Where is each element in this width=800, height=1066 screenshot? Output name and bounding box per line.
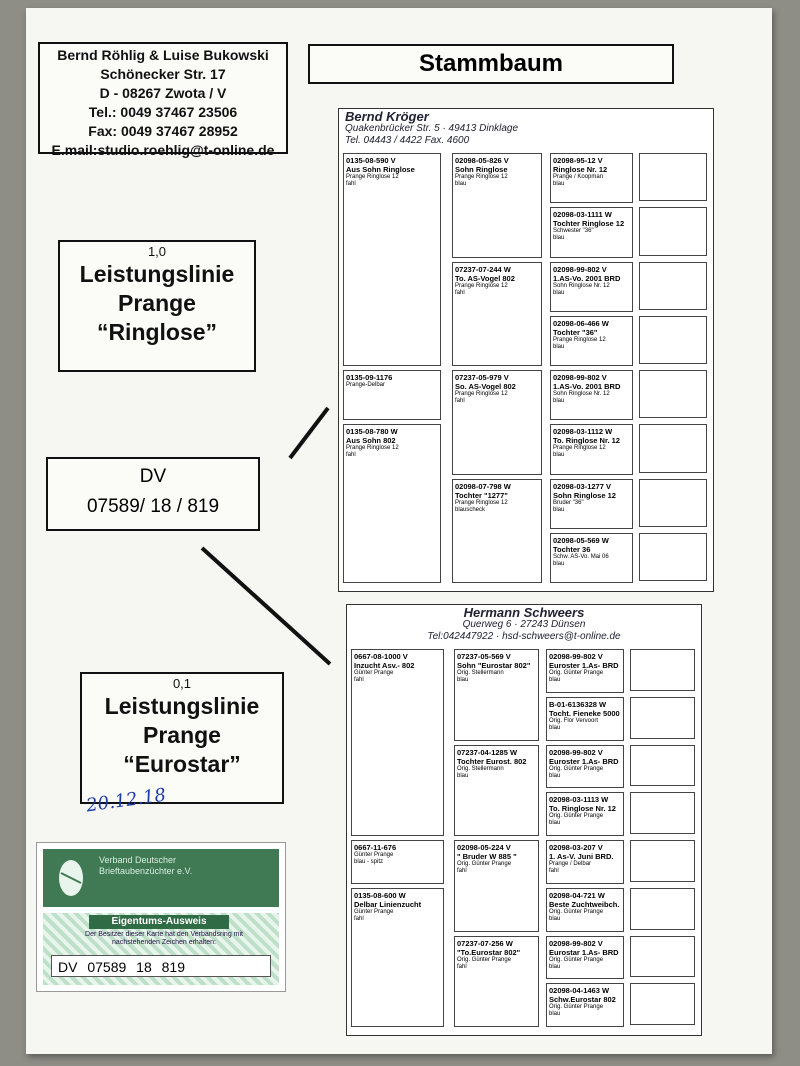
sire-ancestor-stub	[639, 479, 707, 527]
dam-pigeon-line: Günter Prange	[354, 908, 394, 915]
dam-pigeon-name: Inzucht Asv.- 802	[354, 661, 415, 670]
sire-pigeon-cell	[550, 316, 633, 366]
sire-ancestor-stub	[639, 262, 707, 310]
dam-pigeon-name: To. Ringlose Nr. 12	[549, 804, 616, 814]
dam-pigeon-line: Orig. Günter Prange	[457, 861, 512, 867]
sire-pigeon-ring: 02098-03-1111 W	[553, 210, 612, 220]
dam-pigeon-cell	[546, 745, 624, 789]
sire-pigeon-cell	[550, 207, 633, 257]
dam-pigeon-color: fahl	[457, 963, 467, 970]
dam-line2: Prange	[143, 722, 221, 748]
sire-pigeon-color: blau	[553, 181, 565, 187]
dam-ancestor-stub	[630, 697, 695, 739]
sire-pigeon-ring: 07237-07-244 W	[455, 264, 511, 274]
sire-pigeon-cell	[452, 153, 542, 258]
dam-pigeon-ring: 0135-08-600 W	[354, 890, 406, 900]
dam-pigeon-line: Orig. Flor Vervoort	[549, 717, 599, 724]
sire-pigeon-ring: 0135-08-590 V	[346, 156, 396, 165]
dam-pigeon-color: blau	[549, 724, 561, 731]
sire-pigeon-line: Prange Ringlose 12	[455, 282, 508, 289]
sire-pigeon-cell	[550, 479, 633, 529]
sire-pigeon-cell	[452, 370, 542, 475]
dam-pigeon-cell	[454, 936, 539, 1028]
sire-pigeon-name: Tochter "36"	[553, 327, 598, 337]
dam-pigeon-ring: 02098-99-802 V	[549, 747, 603, 757]
card-title: Eigentums-Ausweis	[89, 915, 229, 929]
dam-pigeon-ring: 07237-07-256 W	[457, 938, 513, 948]
card-org-line1: Verband Deutscher	[99, 855, 177, 865]
sire-pigeon-name: Sohn Ringlose	[455, 165, 508, 174]
dam-pigeon-line: Orig. Günter Prange	[549, 1004, 604, 1011]
sire-pigeon-cell	[550, 262, 633, 312]
dam-pigeon-line: Orig. Stellermann	[457, 765, 504, 772]
dam-pigeon-ring: 07237-04-1285 W	[457, 747, 518, 757]
sire-pigeon-line: Prange Ringlose 12	[553, 445, 606, 452]
sire-pedigree-phone: Tel. 04443 / 4422 Fax. 4600	[345, 135, 470, 146]
dam-pigeon-ring: 02098-04-721 W	[549, 890, 605, 900]
sire-pigeon-line: Schwester "36"	[553, 228, 594, 235]
dam-pigeon-line: Orig. Günter Prange	[549, 813, 604, 820]
sire-pigeon-line: Schw. AS-Vo. Mai 06	[553, 553, 609, 560]
sire-pigeon-name: Ringlose Nr. 12	[553, 165, 608, 174]
dam-pigeon-ring: 0667-08-1000 V	[354, 652, 408, 661]
card-number: 07589	[87, 959, 127, 975]
dam-pigeon-name: Euroster 1.As- BRD	[549, 661, 619, 670]
sire-pigeon-cell	[452, 262, 542, 367]
dam-pigeon-name: Schw.Eurostar 802	[549, 995, 616, 1005]
sire-pigeon-ring: 02098-99-802 V	[553, 373, 607, 382]
dam-pigeon-cell	[546, 936, 624, 980]
dam-pigeon-line: Prange / Delbar	[549, 861, 592, 867]
sire-pigeon-ring: 0135-09-1176	[346, 373, 393, 382]
dam-pigeon-color: fahl	[354, 915, 364, 922]
sire-pigeon-ring: 02098-07-798 W	[455, 481, 511, 491]
dam-pigeon-name: Sohn "Eurostar 802"	[457, 661, 531, 670]
sire-pigeon-ring: 02098-05-826 V	[455, 156, 509, 165]
sire-pigeon-name: To. AS-Vogel 802	[455, 273, 515, 283]
sire-line3: “Ringlose”	[96, 319, 218, 345]
card-note: Der Besitzer dieser Karte hat den Verbandsring mit nachstehenden Zeichen erhalten:	[85, 931, 243, 946]
sire-pigeon-cell	[343, 370, 441, 420]
dam-ancestor-stub	[630, 888, 695, 930]
card-serial: 819	[161, 959, 185, 975]
sire-pigeon-ring: 02098-95-12 V	[553, 156, 603, 165]
sire-pigeon-name: Tochter 36	[553, 544, 591, 554]
dam-pigeon-color: blau	[549, 677, 561, 683]
card-year: 18	[136, 959, 152, 975]
sire-pigeon-color: blau	[553, 343, 565, 350]
sire-pigeon-line: Sohn Ringlose Nr. 12	[553, 282, 610, 289]
dam-pigeon-name: Tocht. Fieneke 5000	[549, 708, 620, 718]
sire-pigeon-color: fahl	[346, 452, 356, 459]
sire-ancestor-stub	[639, 424, 707, 472]
dam-pigeon-cell	[454, 649, 539, 741]
sire-pedigree-document	[338, 108, 714, 592]
dam-pigeon-color: blau	[549, 963, 561, 970]
sire-pigeon-name: So. AS-Vogel 802	[455, 382, 516, 391]
dam-pigeon-name: Beste Zuchtweibch.	[549, 899, 620, 909]
dam-ancestor-stub	[630, 792, 695, 834]
sire-pigeon-name: Sohn Ringlose 12	[553, 490, 616, 500]
sire-pigeon-name: Tochter Ringlose 12	[553, 219, 625, 229]
sire-pigeon-ring: 02098-99-802 V	[553, 264, 607, 274]
sire-pigeon-line: Prange-Delbar	[346, 382, 386, 388]
dam-pigeon-cell	[454, 745, 539, 837]
fax: Fax: 0049 37467 28952	[88, 123, 238, 139]
connector-dam	[202, 548, 330, 664]
dam-pedigree-document	[346, 604, 702, 1036]
sire-pigeon-color: blau	[553, 506, 565, 513]
sire-line2: Prange	[118, 290, 196, 316]
sire-pigeon-cell	[343, 153, 441, 366]
dam-line3: “Eurostar”	[123, 751, 241, 777]
sire-pigeon-ring: 02098-06-466 W	[553, 318, 609, 328]
sire-pigeon-color: fahl	[455, 398, 465, 404]
dam-symbol: 0,1	[172, 676, 192, 691]
sire-pedigree-breeder: Bernd Kröger	[345, 109, 429, 124]
dam-pigeon-color: blau	[549, 1011, 561, 1018]
dam-pigeon-color: blau	[549, 915, 561, 922]
sire-pigeon-cell	[550, 533, 633, 583]
sire-pigeon-line: Prange Ringlose 12	[553, 336, 606, 343]
card-dv: DV	[58, 959, 78, 975]
dam-pigeon-ring: 07237-05-569 V	[457, 652, 511, 661]
sire-pigeon-color: fahl	[346, 181, 356, 187]
dam-pedigree-phone: Tel:042447922 · hsd-schweers@t-online.de	[427, 631, 621, 642]
sire-pigeon-line: Prange Ringlose 12	[455, 391, 508, 397]
dam-pigeon-ring: 02098-03-207 V	[549, 843, 603, 852]
dam-pigeon-ring: B-01-6136328 W	[549, 699, 607, 709]
sire-pigeon-name: Aus Sohn Ringlose	[346, 165, 415, 174]
ownership-card	[36, 842, 286, 992]
sire-line1: Leistungslinie	[79, 261, 235, 287]
dam-pigeon-ring: 02098-99-802 V	[549, 652, 603, 661]
dam-pigeon-line: Orig. Günter Prange	[549, 956, 604, 963]
dam-pigeon-line: Günter Prange	[354, 852, 394, 858]
email: E.mail:studio.roehlig@t-online.de	[51, 142, 275, 158]
dam-pigeon-ring: 02098-03-1113 W	[549, 795, 609, 805]
dam-pigeon-ring: 0667-11-676	[354, 843, 397, 852]
card-org-line2: Brieftaubenzüchter e.V.	[99, 866, 193, 876]
dam-pigeon-line: Orig. Günter Prange	[549, 670, 604, 676]
sire-pigeon-ring: 02098-03-1277 V	[553, 481, 611, 491]
dam-pigeon-name: 1. As-V. Juni BRD.	[549, 852, 614, 861]
dam-pigeon-color: blau	[549, 772, 561, 779]
dam-pigeon-cell	[546, 697, 624, 741]
dam-pigeon-color: blau - spitz	[354, 859, 384, 865]
dam-pigeon-cell	[454, 840, 539, 932]
dam-pigeon-cell	[546, 792, 624, 836]
dam-pigeon-cell	[546, 888, 624, 932]
sire-ancestor-stub	[639, 370, 707, 418]
dam-ancestor-stub	[630, 840, 695, 882]
dam-pigeon-ring: 02098-05-224 V	[457, 843, 511, 852]
dam-pigeon-name: "To.Eurostar 802"	[457, 947, 521, 957]
sire-ancestor-stub	[639, 533, 707, 581]
dam-pigeon-cell	[546, 840, 624, 884]
card-header	[43, 849, 279, 907]
dam-pigeon-cell	[351, 840, 444, 884]
pigeon-logo-icon	[51, 853, 91, 903]
sire-pigeon-name: 1.AS-Vo. 2001 BRD	[553, 382, 621, 391]
dam-pigeon-ring: 02098-04-1463 W	[549, 986, 610, 996]
owner-names: Bernd Röhlig & Luise Bukowski	[57, 47, 269, 63]
sire-pigeon-line: Prange Ringlose 12	[346, 445, 399, 452]
dam-pigeon-name: Delbar Linienzucht	[354, 899, 422, 909]
sire-pigeon-color: blau	[553, 398, 565, 404]
dam-pigeon-cell	[546, 983, 624, 1027]
sire-pigeon-ring: 02098-03-1112 W	[553, 427, 613, 437]
sire-pigeon-color: blau	[553, 235, 565, 242]
street: Schönecker Str. 17	[100, 66, 226, 82]
sire-pigeon-ring: 02098-05-569 W	[553, 535, 609, 545]
dam-pigeon-name: Tochter Eurost. 802	[457, 756, 527, 766]
dam-pigeon-line: Orig. Günter Prange	[549, 765, 604, 772]
sire-pigeon-color: blau	[553, 560, 565, 567]
sire-pigeon-line: Prange Ringlose 12	[346, 174, 399, 180]
dam-pigeon-color: blau	[457, 677, 469, 683]
ring-prefix: DV	[139, 466, 167, 487]
sire-pigeon-color: blauscheck	[455, 506, 486, 513]
dam-pigeon-cell	[351, 649, 444, 836]
dam-ancestor-stub	[630, 936, 695, 978]
dam-ancestor-stub	[630, 983, 695, 1025]
sire-symbol: 1,0	[147, 244, 167, 259]
sire-pedigree-street: Quakenbrücker Str. 5 · 49413 Dinklage	[345, 123, 519, 134]
dam-ancestor-stub	[630, 745, 695, 787]
dam-pigeon-line: Orig. Günter Prange	[457, 956, 512, 963]
sire-pigeon-line: Prange / Koopman	[553, 174, 604, 180]
dam-pigeon-name: " Bruder W 885 "	[457, 852, 517, 861]
sire-pigeon-line: Prange Ringlose 12	[455, 499, 508, 506]
dam-pigeon-color: fahl	[549, 868, 559, 874]
dam-pigeon-line: Günter Prange	[354, 670, 394, 676]
dam-pigeon-name: Euroster 1.As- BRD	[549, 756, 619, 766]
handwritten-signature: 20.12.18	[84, 784, 168, 817]
sire-pigeon-color: blau	[553, 452, 565, 459]
dam-pigeon-color: blau	[457, 772, 469, 779]
sire-pigeon-ring: 0135-08-780 W	[346, 427, 398, 437]
sire-pigeon-ring: 07237-05-979 V	[455, 373, 509, 382]
dam-pigeon-line: Orig. Stellermann	[457, 670, 504, 676]
sire-pigeon-line: Bruder "36"	[553, 499, 584, 506]
dam-pedigree-header	[347, 605, 701, 645]
dam-pedigree-street: Querweg 6 · 27243 Dünsen	[462, 619, 586, 630]
page-title: Stammbaum	[308, 44, 674, 84]
phone: Tel.: 0049 37467 23506	[88, 104, 238, 120]
sire-ancestor-stub	[639, 153, 707, 201]
sire-pigeon-line: Sohn Ringlose Nr. 12	[553, 391, 610, 397]
dam-pedigree-breeder: Hermann Schweers	[463, 605, 585, 620]
sire-pigeon-name: Tochter "1277"	[455, 490, 508, 500]
sire-pigeon-name: 1.AS-Vo. 2001 BRD	[553, 273, 621, 283]
sire-pigeon-cell	[343, 424, 441, 583]
dam-ancestor-stub	[630, 649, 695, 691]
sire-pigeon-name: To. Ringlose Nr. 12	[553, 436, 620, 446]
sire-pedigree-header	[339, 109, 713, 149]
sire-pigeon-color: blau	[455, 181, 467, 187]
connector-sire	[290, 408, 328, 458]
sire-ancestor-stub	[639, 316, 707, 364]
dam-pigeon-ring: 02098-99-802 V	[549, 938, 603, 948]
card-ring	[51, 955, 271, 977]
sire-ancestor-stub	[639, 207, 707, 255]
dam-pigeon-color: blau	[549, 820, 561, 827]
city: D - 08267 Zwota / V	[99, 85, 227, 101]
sire-pigeon-cell	[550, 153, 633, 203]
dam-pigeon-color: fahl	[457, 868, 467, 874]
card-body	[43, 913, 279, 985]
dam-pigeon-cell	[546, 649, 624, 693]
dam-pigeon-name: Eurostar 1.As- BRD	[549, 947, 619, 957]
sire-pigeon-line: Prange Ringlose 12	[455, 174, 508, 180]
ring-number: 07589/ 18 / 819	[86, 496, 220, 517]
dam-pigeon-line: Orig. Günter Prange	[549, 908, 604, 915]
sire-pigeon-color: fahl	[455, 289, 465, 296]
sire-pigeon-name: Aus Sohn 802	[346, 436, 396, 446]
dam-pigeon-color: fahl	[354, 677, 364, 683]
sire-pigeon-color: blau	[553, 289, 565, 296]
sire-pigeon-cell	[550, 424, 633, 474]
card-org	[99, 855, 192, 877]
dam-line1: Leistungslinie	[104, 693, 260, 719]
dam-pigeon-cell	[351, 888, 444, 1027]
sire-pigeon-cell	[550, 370, 633, 420]
sire-pigeon-cell	[452, 479, 542, 584]
